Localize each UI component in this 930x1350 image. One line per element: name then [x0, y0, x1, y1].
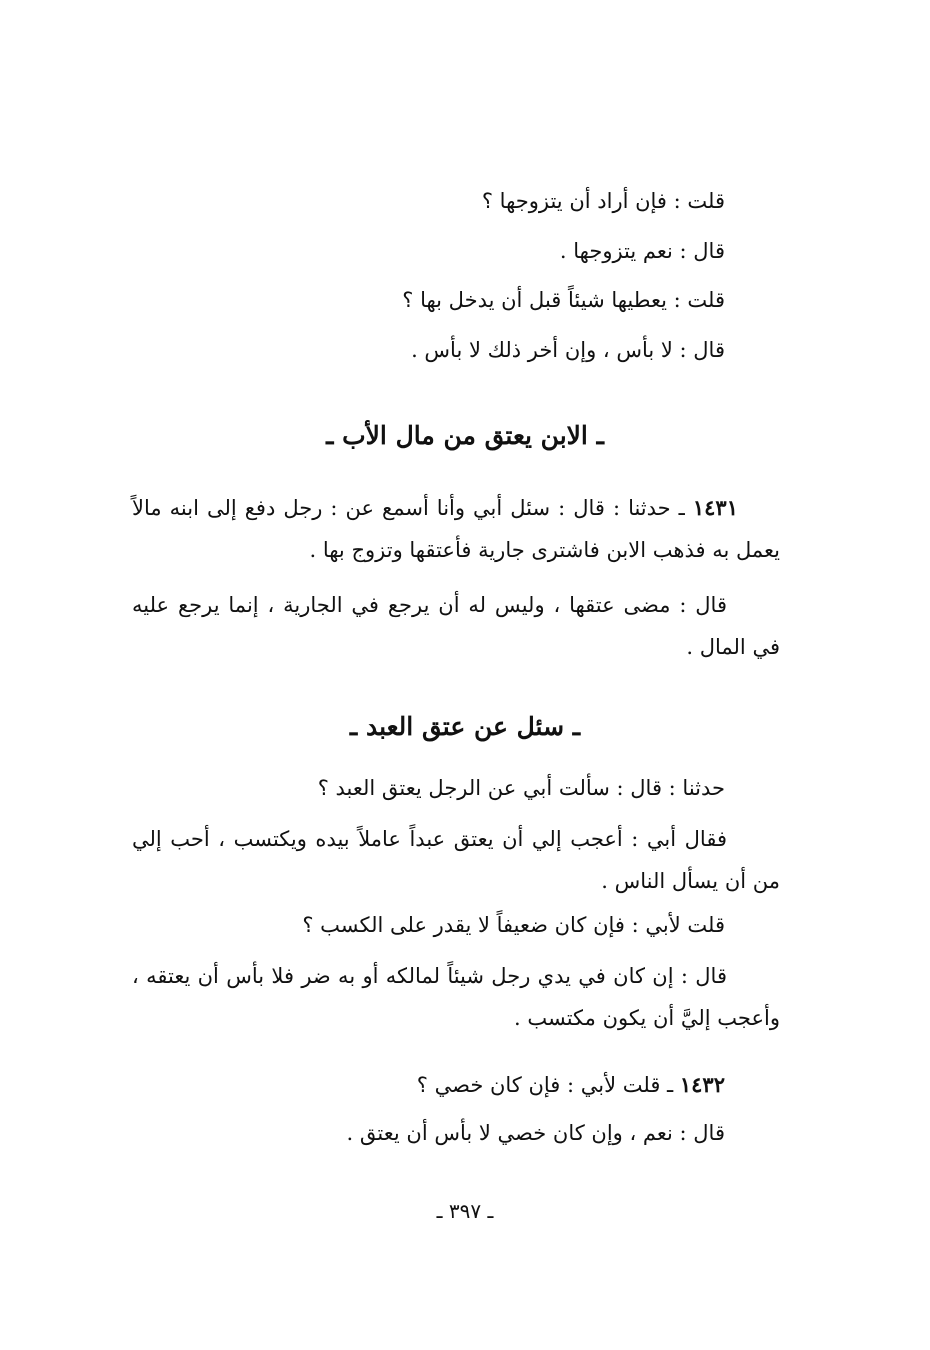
narration-paragraph-1431: [132, 487, 780, 571]
narration-number: ١٤٣٢: [679, 1072, 725, 1097]
narration-text: ـ حدثنا : قال : سئل أبي وأنا أسمع عن : رجل دفع إلى ابنه مالاً يعمل به فذهب الابن فاشترى جارية فأعتقها وتزوج بها .: [132, 496, 780, 562]
narration-1432: [417, 1070, 725, 1100]
page-number: ـ ٣٩٧ ـ: [436, 1199, 494, 1223]
dialogue-line: قال : نعم ، وإن كان خصي لا بأس أن يعتق .: [346, 1121, 725, 1145]
answer-paragraph: قال : مضى عتقها ، وليس له أن يرجع في الجارية ، إنما يرجع عليه في المال .: [132, 593, 780, 659]
answer-paragraph: قال : إن كان في يدي رجل شيئاً لمالكه أو به ضر فلا بأس أن يعتقه ، وأعجب إليَّ أن يكون مكتسب .: [132, 964, 780, 1030]
dialogue-line: قلت لأبي : فإن كان ضعيفاً لا يقدر على الكسب ؟: [302, 913, 725, 937]
dialogue-line: قال : نعم يتزوجها .: [559, 239, 725, 263]
section-heading: ـ الابن يعتق من مال الأب ـ: [326, 421, 604, 450]
section-heading: ـ سئل عن عتق العبد ـ: [349, 712, 581, 741]
narration-text: ـ قلت لأبي : فإن كان خصي ؟: [416, 1073, 680, 1097]
dialogue-line: حدثنا : قال : سألت أبي عن الرجل يعتق العبد ؟: [317, 776, 725, 800]
narration-number: ١٤٣١: [692, 495, 738, 520]
dialogue-line: قلت : يعطيها شيئاً قبل أن يدخل بها ؟: [402, 288, 725, 312]
answer-paragraph: فقال أبي : أعجب إلي أن يعتق عبداً عاملاً بيده ويكتسب ، أحب إلي من أن يسأل الناس .: [132, 827, 780, 893]
dialogue-line: قلت : فإن أراد أن يتزوجها ؟: [481, 189, 725, 213]
dialogue-line: قال : لا بأس ، وإن أخر ذلك لا بأس .: [411, 338, 725, 362]
